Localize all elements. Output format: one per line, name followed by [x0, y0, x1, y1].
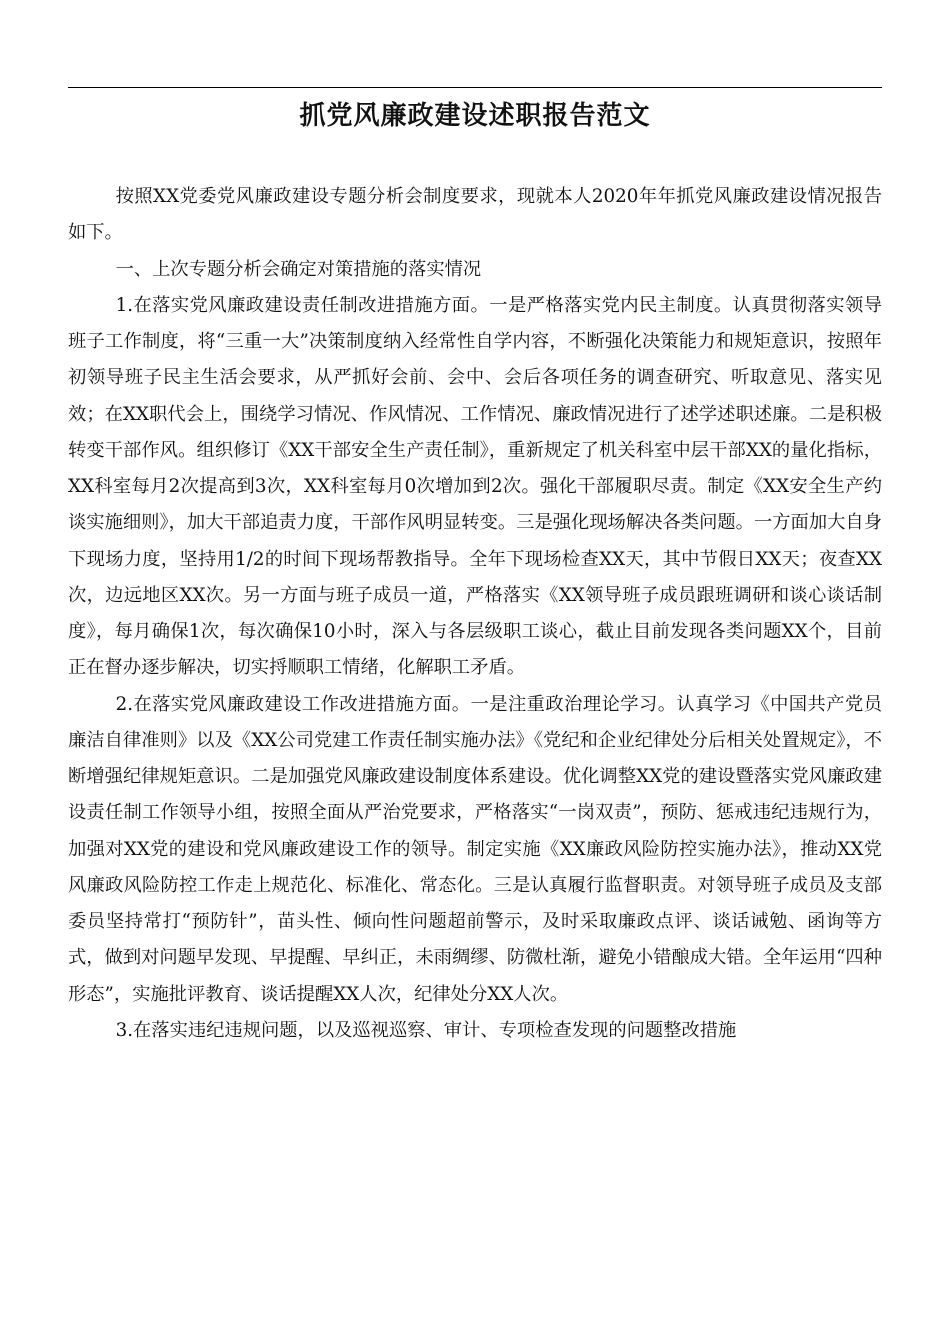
- paragraph-item-1: 1.在落实党风廉政建设责任制改进措施方面。一是严格落实党内民主制度。认真贯彻落实领导班子工作制度，将“三重一大”决策制度纳入经常性自学内容，不断强化决策能力和规矩意识，按照年初领导班子民主生活会要求，从严抓好会前、会中、会后各项任务的调查研究、听取意见、落实见效；在XX职代会上，围绕学习情况、作风情况、工作情况、廉政情况进行了述学述职述廉。二是积极转变干部作风。组织修订《XX干部安全生产责任制》，重新规定了机关科室中层干部XX的量化指标，XX科室每月2次提高到3次，XX科室每月0次增加到2次。强化干部履职尽责。制定《XX安全生产约谈实施细则》，加大干部追责力度，干部作风明显转变。三是强化现场解决各类问题。一方面加大自身下现场力度，坚持用1/2的时间下现场帮教指导。全年下现场检查XX天，其中节假日XX天；夜查XX次，边远地区XX次。另一方面与班子成员一道，严格落实《XX领导班子成员跟班调研和谈心谈话制度》，每月确保1次，每次确保10小时，深入与各层级职工谈心，截止目前发现各类问题XX个，目前正在督办逐步解决，切实捋顺职工情绪，化解职工矛盾。: [68, 294, 882, 679]
- paragraph-item-2: 2.在落实党风廉政建设工作改进措施方面。一是注重政治理论学习。认真学习《中国共产党员廉洁自律准则》以及《XX公司党建工作责任制实施办法》《党纪和企业纪律处分后相关处置规定》，不断增强纪律规矩意识。二是加强党风廉政建设制度体系建设。优化调整XX党的建设暨落实党风廉政建设责任制工作领导小组，按照全面从严治党要求，严格落实“一岗双责”，预防、惩戒违纪违规行为，加强对XX党的建设和党风廉政建设工作的领导。制定实施《XX廉政风险防控实施办法》，推动XX党风廉政风险防控工作走上规范化、标准化、常态化。三是认真履行监督职责。对领导班子成员及支部委员坚持常打“预防针”，苗头性、倾向性问题超前警示，及时采取廉政点评、谈话诫勉、函询等方式，做到对问题早发现、早提醒、早纠正，未雨绸缪、防微杜渐，避免小错酿成大错。全年运用“四种形态”，实施批评教育、谈话提醒XX人次，纪律处分XX人次。: [68, 693, 882, 1005]
- document-title: 抓党风廉政建设述职报告范文: [299, 101, 651, 131]
- section-heading-1: 一、上次专题分析会确定对策措施的落实情况: [115, 258, 482, 280]
- paragraph-item-3: 3.在落实违纪违规问题，以及巡视巡察、审计、专项检查发现的问题整改措施: [115, 1019, 737, 1041]
- document-body: [68, 179, 882, 1049]
- header-rule: [68, 87, 882, 88]
- intro-paragraph: 按照XX党委党风廉政建设专题分析会制度要求，现就本人2020年年抓党风廉政建设情况报告如下。: [68, 186, 882, 244]
